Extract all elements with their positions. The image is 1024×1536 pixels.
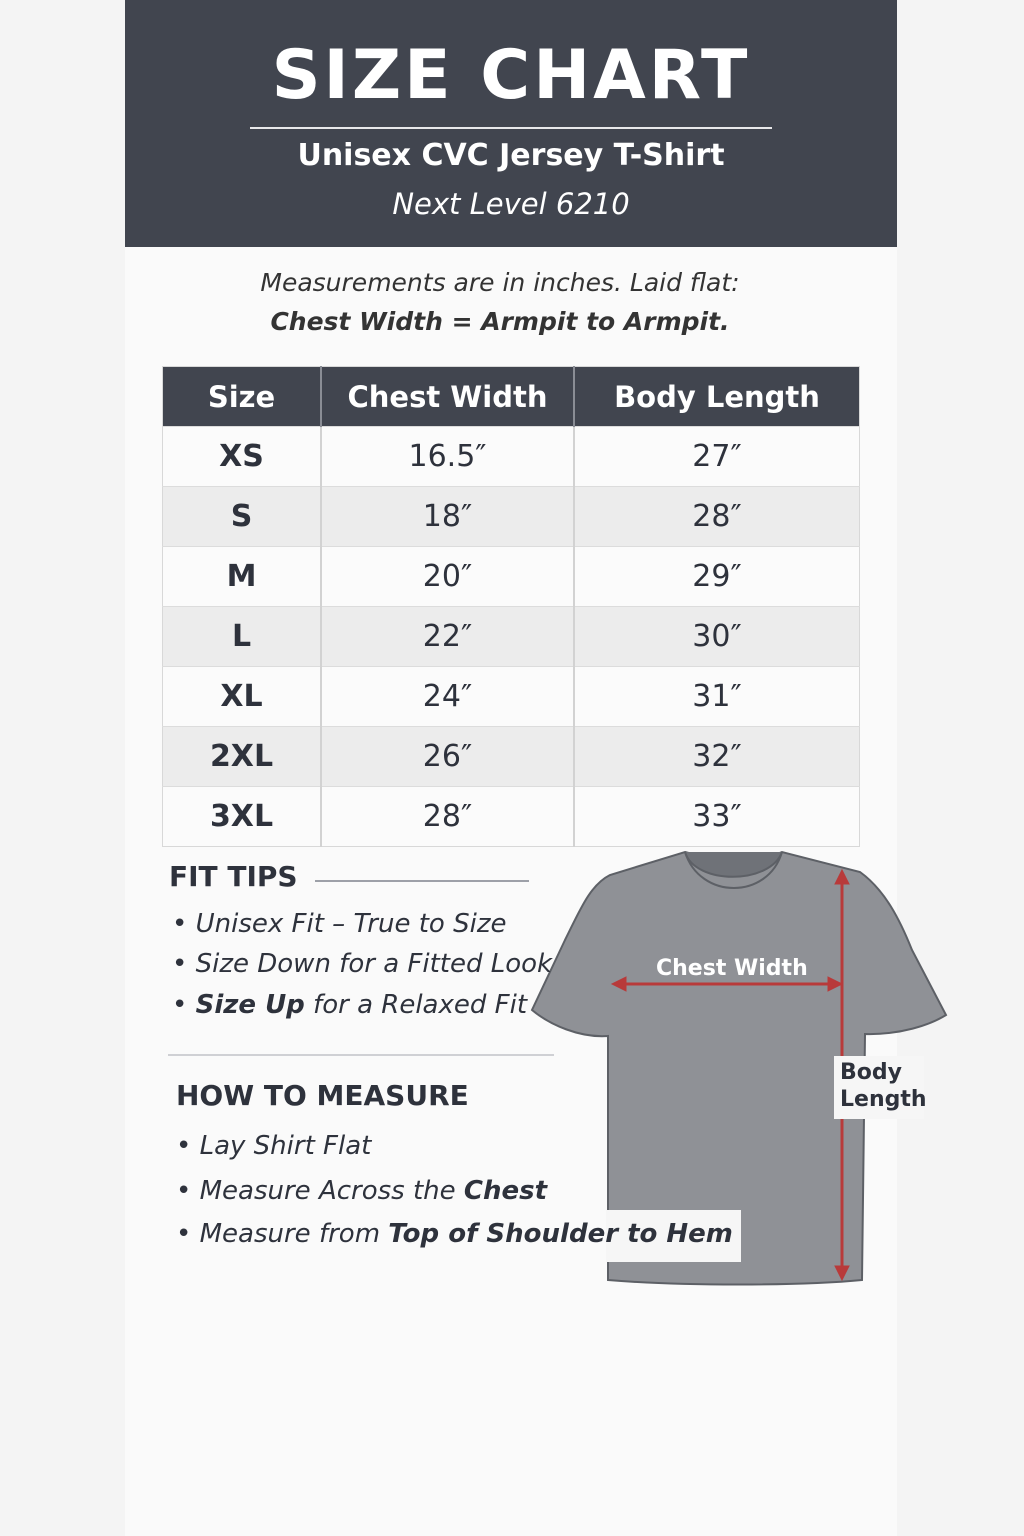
measure-step-text-pre: Lay Shirt Flat <box>199 1131 372 1161</box>
cell-size: XS <box>163 427 322 487</box>
cell-chest: 24″ <box>321 667 574 727</box>
column-header-chest: Chest Width <box>321 367 574 427</box>
cell-size: S <box>163 487 322 547</box>
cell-chest: 18″ <box>321 487 574 547</box>
table-row <box>163 667 860 727</box>
table-row <box>163 727 860 787</box>
table-row <box>163 787 860 847</box>
cell-chest: 28″ <box>321 787 574 847</box>
table-row <box>163 487 860 547</box>
fit-tip-item: • Unisex Fit – True to Size <box>172 909 507 939</box>
body-length-label-line1: Body <box>840 1060 902 1085</box>
measure-step-item: • Lay Shirt Flat <box>176 1131 372 1161</box>
cell-length: 30″ <box>574 607 860 667</box>
measure-step-text-bold: Chest <box>463 1176 548 1206</box>
measure-step-item: • Measure Across the Chest <box>176 1176 548 1206</box>
cell-size: XL <box>163 667 322 727</box>
product-model: Next Level 6210 <box>392 187 630 221</box>
fit-tip-text-bold: Size Up <box>195 990 305 1020</box>
chest-width-label: Chest Width <box>656 956 808 981</box>
fit-tip-item: • Size Up for a Relaxed Fit <box>172 990 528 1020</box>
fit-tip-text-pre: Size Down for a Fitted Look <box>195 949 553 979</box>
cell-length: 27″ <box>574 427 860 487</box>
body-length-label <box>834 1056 927 1119</box>
table-row <box>163 607 860 667</box>
measure-step-text-bold: Top of Shoulder to Hem <box>388 1219 733 1249</box>
cell-length: 31″ <box>574 667 860 727</box>
cell-chest: 22″ <box>321 607 574 667</box>
product-subtitle: Unisex CVC Jersey T-Shirt <box>297 138 725 173</box>
fit-tip-text-post: for a Relaxed Fit <box>304 990 528 1020</box>
size-table <box>162 366 860 847</box>
body-length-label-line2: Length <box>840 1087 927 1112</box>
measurement-note: Measurements are in inches. Laid flat: <box>260 268 740 297</box>
table-row <box>163 427 860 487</box>
cell-length: 33″ <box>574 787 860 847</box>
fit-tip-text-pre: Unisex Fit – True to Size <box>195 909 507 939</box>
cell-chest: 26″ <box>321 727 574 787</box>
cell-size: 2XL <box>163 727 322 787</box>
column-header-length: Body Length <box>574 367 860 427</box>
cell-chest: 16.5″ <box>321 427 574 487</box>
how-to-measure-heading: HOW TO MEASURE <box>176 1079 469 1112</box>
table-row <box>163 547 860 607</box>
measure-step-item: • Measure from Top of Shoulder to Hem <box>176 1219 733 1249</box>
cell-length: 32″ <box>574 727 860 787</box>
page-title: SIZE CHART <box>271 36 751 115</box>
chest-definition-note: Chest Width = Armpit to Armpit. <box>270 307 730 336</box>
fit-tips-rule <box>315 880 529 882</box>
measure-step-text-pre: Measure from <box>199 1219 389 1249</box>
table-header-row <box>163 367 860 427</box>
section-divider <box>168 1054 554 1056</box>
cell-length: 28″ <box>574 487 860 547</box>
cell-size: M <box>163 547 322 607</box>
column-header-size: Size <box>163 367 322 427</box>
cell-size: 3XL <box>163 787 322 847</box>
cell-size: L <box>163 607 322 667</box>
measure-step-text-pre: Measure Across the <box>199 1176 464 1206</box>
header-banner <box>125 0 897 247</box>
cell-chest: 20″ <box>321 547 574 607</box>
fit-tips-heading: FIT TIPS <box>169 860 298 893</box>
title-divider <box>250 127 772 129</box>
fit-tip-item: • Size Down for a Fitted Look <box>172 949 553 979</box>
cell-length: 29″ <box>574 547 860 607</box>
